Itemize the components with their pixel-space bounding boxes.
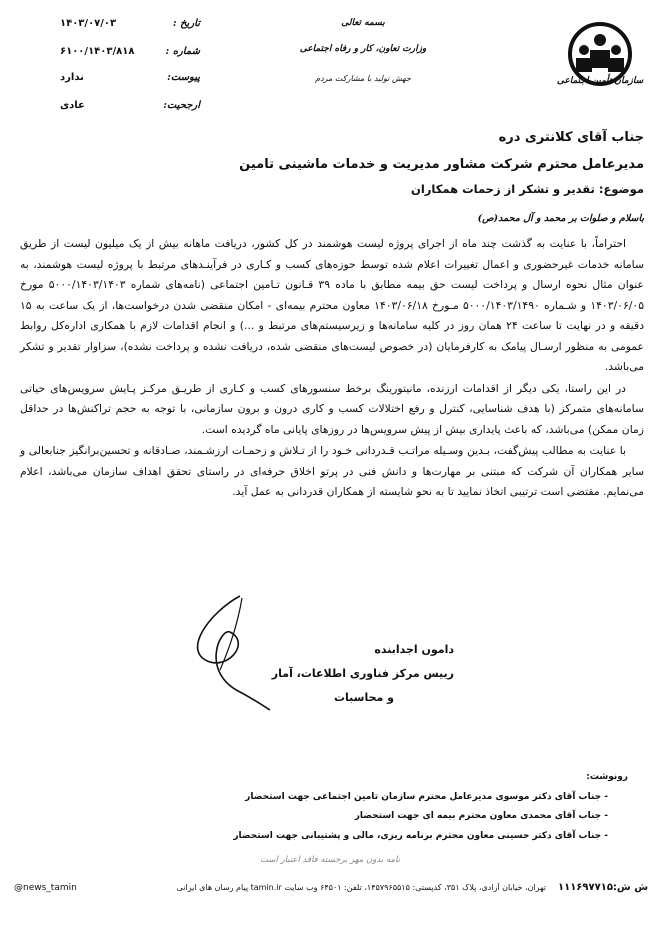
- meta-label: شماره :: [165, 46, 200, 57]
- meta-value: ندارد: [60, 72, 84, 83]
- meta-value: ۱۴۰۳/۰۷/۰۳: [60, 18, 117, 29]
- cc-item: - جناب آقای محمدی معاون محترم بیمه ای جهت استحضار: [354, 811, 608, 821]
- signature-block: [272, 638, 454, 710]
- cc-item: - جناب آقای دکتر حسینی معاون محترم برنامه ریزی، مالی و پشتیبانی جهت استحضار: [233, 830, 608, 841]
- signer-title: رییس مرکز فناوری اطلاعات، آمار: [271, 667, 454, 680]
- meta-priority: [60, 100, 200, 116]
- bismillah: بسمه تعالی: [341, 18, 385, 28]
- addressee-name: جناب آقای کلانتری دره: [498, 130, 644, 145]
- body-paragraph: در این راستا، یکی دیگر از اقدامات ارزنده، مانیتورینگ برخط سنسورهای کسب و کـاری از طریـق مرکـز پـایش سرویس‌های حیاتی سامانه‌های متمرکز (با هدف شناسایی، کنترل و رفع اختلالات کسب و کاری درون و برون سازمانی، با توجه به حجم تراکنش‌ها در حداقل زمان ممکن) می‌باشد، که باعث پایداری بیش از پیش سرویس‌ها در روزهای پایانی ماه گردیده است.: [20, 381, 644, 436]
- salutation: باسلام و صلوات بر محمد و آل محمد(ص): [477, 213, 644, 224]
- cc-heading: رونوشت:: [586, 772, 628, 782]
- footer-phone: ش ش:۱۱۱۶۹۷۷۱۵: [557, 882, 648, 893]
- footer: [14, 882, 648, 896]
- cc-item: - جناب آقای دکتر موسوی مدیرعامل محترم سازمان تامین اجتماعی جهت استحضار: [245, 791, 608, 802]
- meta-value: عادی: [60, 100, 85, 111]
- letter-body: [20, 234, 644, 504]
- meta-number: [60, 46, 200, 62]
- slogan: جهش تولید با مشارکت مردم: [315, 74, 411, 83]
- ministry-name: وزارت تعاون، کار و رفاه اجتماعی: [299, 44, 427, 54]
- body-paragraph: احتراماً، با عنایت به گذشت چند ماه از اجرای پروژه لیست هوشمند در کل کشور، دریافت ماهانه بیش از یک میلیون لیست از طریق سامانه خدمات غیرحضوری و اعمال تغییرات اعلام شده توسط حوزه‌های کسب و کـاری در فرآینـدهای مرتبط با پروژه لیست هوشمند، به عنوان مثال نحوه ارسال و پرداخت لیست حق بیمه مطابق با ماده ۳۹ قـانون تـامین اجتماعی (نامه‌های شماره ۵۰۰۰/۱۴۰۳/۱۴۰۳ مورخ ۱۴۰۳/۰۶/۰۵ و شـماره ۵۰۰۰/۱۴۰۳/۱۴۹۰ مـورخ ۱۴۰۳/۰۶/۱۸ معاون محترم بیمه‌ای - امکان منقضی شدن درخواست‌ها، از یک ساعت به ۱۵ دقیقه و در نهایت تا ساعت ۲۴ همان روز در کلیه سامانه‌ها و زیرسیستم‌های مرتبط و ...) و انجام اقدامات لازم با همکاری اداره‌کل روابط عمومی به منظور ارسـال پیامک به کارفرمایان (در خصوص لیست‌های منقضی شده، دریافت نشده و پرداخت نشده)، سزاوار تقدیر و تشکر می‌باشد.: [20, 237, 645, 373]
- cc-list: [233, 768, 628, 846]
- meta-label: ارجحیت:: [163, 100, 200, 111]
- body-paragraph: با عنایت به مطالب پیش‌گفت، بـدین وسـیله مراتـب قـدردانی خـود را از تـلاش و زحمـات ارزشـمند، صـادقانه و تحسین‌برانگیز جنابعالی و سایر همکاران آن شرکت که مبتنی بر مهارت‌ها و دانش فنی در پرتو اخلاق حرفه‌ای در راستای تحقق اهداف سازمان می‌باشد، اعلام می‌نمایم. مقتضی است ترتیبی اتخاذ نمایید تا به نحو شایسته از همکاران قدردانی به عمل آید.: [20, 444, 644, 498]
- meta-attachment: [60, 72, 200, 88]
- subject-line: موضوع: تقدیر و تشکر از زحمات همکاران: [411, 182, 644, 196]
- signer-name: داموں اجدابنده: [374, 643, 454, 656]
- meta-label: پیوست:: [167, 72, 200, 83]
- meta-date: [60, 18, 200, 34]
- meta-value: ۶۱۰۰/۱۴۰۳/۸۱۸: [60, 46, 135, 57]
- footer-handle[interactable]: @news_tamin: [14, 883, 77, 893]
- footer-address: تهران، خیابان آزادی، پلاک ۳۵۱، کدپستی: ۱۴۵۷۹۶۵۵۱۵، تلفن: ۶۴۵۰۱ وب سایت tamin.ir پیام رسان های ایرانی: [176, 883, 546, 892]
- signer-title-2: و محاسبات: [333, 691, 394, 704]
- addressee-title: مدیرعامل محترم شرکت مشاور مدیریت و خدمات ماشینی تامین: [239, 157, 644, 172]
- seal-note: نامه بدون مهر برجسته فاقد اعتبار است: [260, 855, 400, 865]
- meta-label: تاریخ :: [172, 18, 200, 29]
- org-caption: سازمان تأمین اجتماعی: [556, 76, 644, 86]
